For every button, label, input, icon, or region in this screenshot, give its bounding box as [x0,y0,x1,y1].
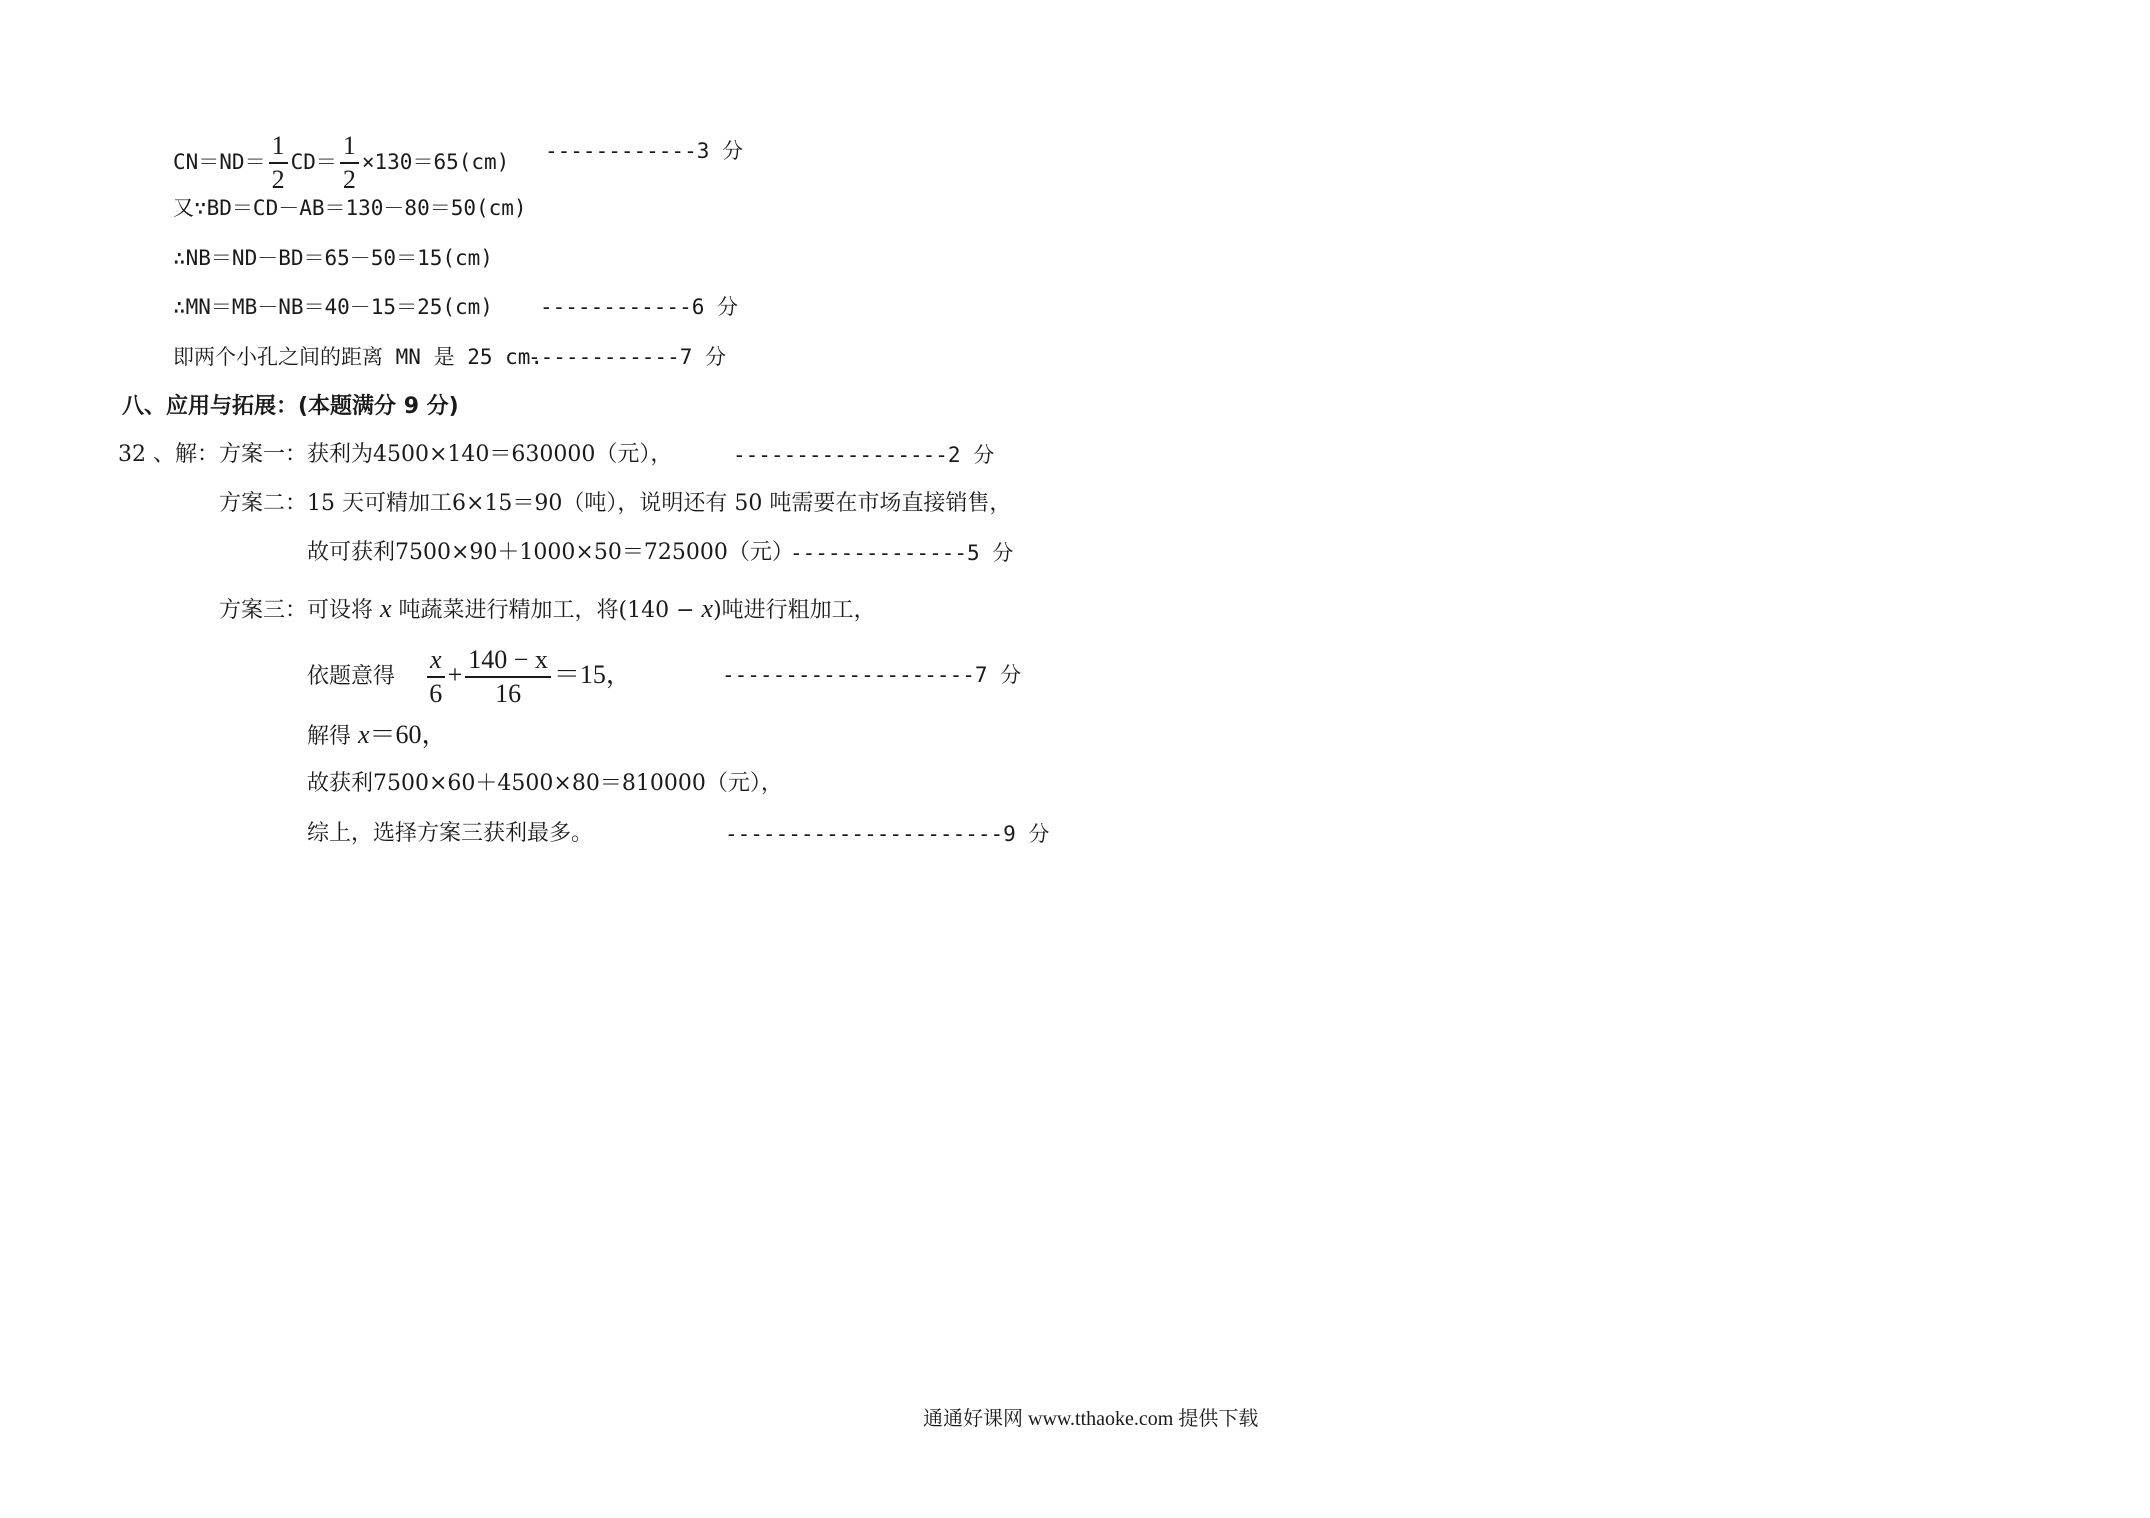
fraction-140-minus-x-over-16: $\frac{140 - x}{16}$ [465,644,551,710]
score-6: ------------6 分 [540,295,739,319]
score-7-a: ------------7 分 [528,345,727,369]
score-7-b: --------------------7 分 [722,663,1022,687]
equation-label: 依题意得 [307,664,396,689]
cn-nd-lhs: CN＝ND＝ [173,150,266,174]
solution-32-prefix: 32 、解： [118,442,219,467]
plan-2-a: 方案二：15 天可精加工6×15＝90（吨），说明还有 50 吨需要在市场直接销售， [219,491,1012,516]
cn-nd-rhs: ×130＝65(cm) [361,150,510,174]
variable-x: x [701,594,714,623]
plan-1: 方案一：获利为4500×140＝630000（元）， [219,442,673,467]
profit-plan-3: 故获利7500×60＋4500×80＝810000（元）， [307,771,783,796]
score-9: ----------------------9 分 [725,822,1050,846]
solution-31-line-5: 即两个小孔之间的距离 MN 是 25 cm. [173,345,544,369]
fraction-one-half-a: $\frac{1}{2}$ [269,130,288,196]
fraction-x-over-6: $\frac{x}{6}$ [427,644,445,710]
cd-mid: CD＝ [290,150,337,174]
conclusion: 综上，选择方案三获利最多。 [307,821,594,846]
section-8-heading: 八、应用与拓展：(本题满分 9 分) [122,394,459,419]
score-3: ------------3 分 [545,139,744,163]
page-footer: 通通好课网 www.tthaoke.com 提供下载 [923,1408,1259,1430]
equation-line: 依题意得 $\frac{x}{6}$ + $\frac{140 - x}{16}$ ＝15， [307,645,632,708]
fraction-one-half-b: $\frac{1}{2}$ [340,130,359,196]
plan-2-b: 故可获利7500×90＋1000×50＝725000（元） [307,540,794,565]
variable-x: x [358,720,370,749]
score-2: -----------------2 分 [733,443,995,467]
solution-31-line-3: ∴NB＝ND－BD＝65－50＝15(cm) [173,246,493,270]
variable-x: x [380,594,392,623]
solution-31-line-4: ∴MN＝MB－NB＝40－15＝25(cm) [173,295,493,319]
plan-3-a: 方案三：可设将 x 吨蔬菜进行精加工，将(140 − x)吨进行粗加工， [219,594,876,623]
solve-line: 解得 x＝60， [307,720,448,749]
solution-31-line-2: 又∵BD＝CD－AB＝130－80＝50(cm) [173,196,527,220]
score-5: --------------5 分 [790,541,1014,565]
solution-31-line-1 [173,130,509,196]
